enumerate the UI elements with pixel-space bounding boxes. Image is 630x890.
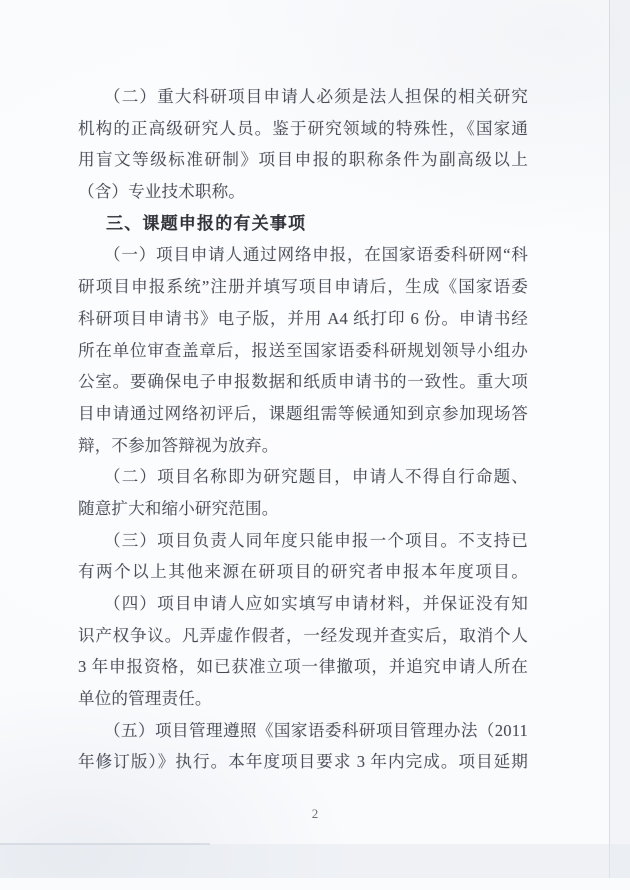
text-line: 用盲文等级标准研制》项目申报的职称条件为副高级以上 <box>78 150 528 170</box>
page-number: 2 <box>311 806 319 821</box>
scan-artifact-bottom-fade <box>0 878 630 890</box>
scan-artifact-paper-edge-line <box>609 0 610 890</box>
text-line: （含）专业技术职称。 <box>78 182 245 202</box>
text-line: 研项目申报系统”注册并填写项目申请后，生成《国家语委 <box>78 277 528 297</box>
text-line: 公室。要确保电子申报数据和纸质申请书的一致性。重大项 <box>78 372 528 392</box>
text-line: 辩，不参加答辩视为放弃。 <box>78 435 279 455</box>
scan-artifact-bottom-shadow-edge <box>0 843 210 845</box>
text-line: （二）重大科研项目申请人必须是法人担保的相关研究 <box>104 87 528 106</box>
text-line: （五）项目管理遵照《国家语委科研项目管理办法（2011 <box>104 720 528 740</box>
text-line: 随意扩大和缩小研究范围。 <box>78 498 279 518</box>
text-line: 所在单位审查盖章后，报送至国家语委科研规划领导小组办 <box>78 340 528 360</box>
text-line: （二）项目名称即为研究题目，申请人不得自行命题、 <box>104 467 528 487</box>
document-body <box>78 81 528 778</box>
scan-artifact-bottom-shadow <box>0 844 630 878</box>
text-line: 科研项目申请书》电子版，并用 A4 纸打印 6 份。申请书经 <box>78 308 528 328</box>
text-line: 机构的正高级研究人员。鉴于研究领域的特殊性，《国家通 <box>78 118 528 138</box>
text-line: 单位的管理责任。 <box>78 689 212 709</box>
text-line: 目申请通过网络初评后，课题组需等候通知到京参加现场答 <box>78 403 528 423</box>
scan-artifact-right-strip <box>610 0 630 890</box>
text-line: （三）项目负责人同年度只能申报一个项目。不支持已 <box>104 530 528 550</box>
text-line: 3 年申报资格，如已获准立项一律撤项，并追究申请人所在 <box>78 657 528 677</box>
text-line: 识产权争议。凡弄虚作假者，一经发现并查实后，取消个人 <box>78 625 528 645</box>
text-line: （一）项目申请人通过网络申报，在国家语委科研网“科 <box>104 245 528 265</box>
text-line: （四）项目申请人应如实填写申请材料，并保证没有知 <box>104 594 528 613</box>
section-heading: 三、课题申报的有关事项 <box>106 213 307 233</box>
text-line: 年修订版）》执行。本年度项目要求 3 年内完成。项目延期 <box>78 752 528 772</box>
text-line: 有两个以上其他来源在研项目的研究者申报本年度项目。 <box>78 562 528 582</box>
